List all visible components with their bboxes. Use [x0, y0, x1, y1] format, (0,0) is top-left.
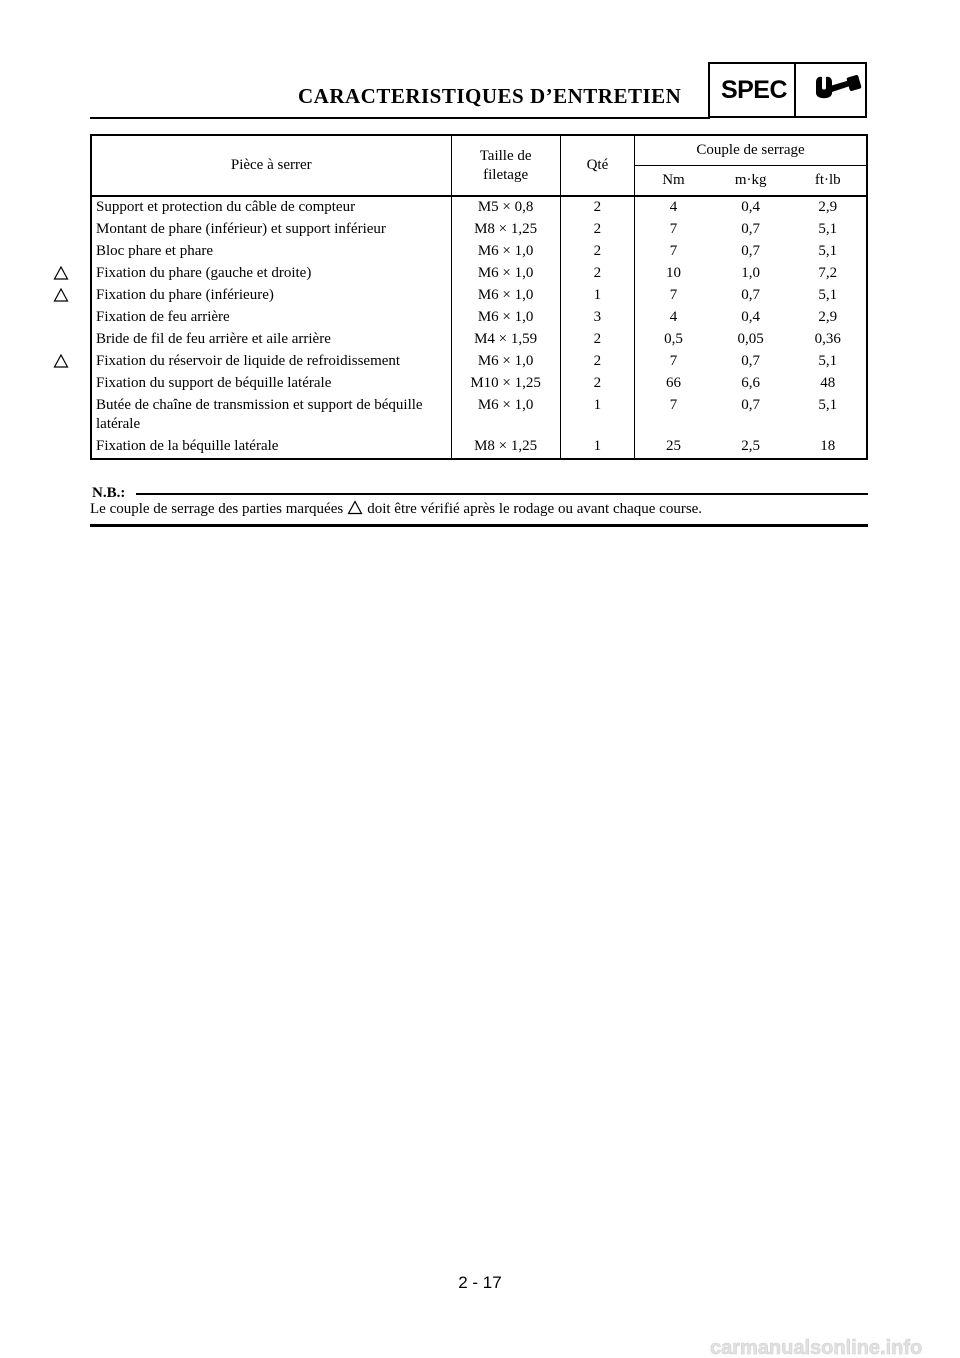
qty-cell: 2 [560, 329, 634, 351]
qty-cell: 1 [560, 395, 634, 436]
thread-size-cell: M4 × 1,59 [451, 329, 560, 351]
qty-cell: 2 [560, 263, 634, 285]
torque-mkg-cell: 0,7 [741, 221, 761, 237]
triangle-mark-icon [53, 353, 69, 369]
torque-mkg-cell: 2,5 [741, 438, 761, 454]
thread-size-cell: M10 × 1,25 [451, 373, 560, 395]
part-cell: Bloc phare et phare [91, 241, 451, 263]
part-cell: Fixation de feu arrière [91, 307, 451, 329]
header-ftlb: ft·lb [790, 166, 868, 197]
note-rule-top [136, 493, 868, 495]
header-qty: Qté [560, 135, 634, 196]
spec-divider [794, 64, 796, 116]
part-cell: Fixation du phare (gauche et droite) [91, 263, 451, 285]
thread-size-cell: M6 × 1,0 [451, 351, 560, 373]
torque-nm-cell: 4 [669, 309, 678, 325]
page-title: CARACTERISTIQUES D’ENTRETIEN [298, 84, 682, 108]
torque-nm-cell: 7 [669, 221, 678, 237]
qty-cell: 2 [560, 241, 634, 263]
header-mkg: m·kg [712, 166, 790, 197]
part-cell: Fixation de la béquille latérale [91, 436, 451, 459]
part-cell: Montant de phare (inférieur) et support inférieur [91, 219, 451, 241]
header-rule [90, 117, 710, 119]
thread-size-cell: M6 × 1,0 [451, 263, 560, 285]
header-nm: Nm [635, 166, 712, 197]
part-cell: Bride de fil de feu arrière et aile arrière [91, 329, 451, 351]
triangle-mark-icon [347, 500, 363, 515]
qty-cell: 1 [560, 285, 634, 307]
qty-cell: 1 [560, 436, 634, 459]
torque-ftlb-cell: 7,2 [818, 265, 838, 281]
torque-nm-cell: 10 [665, 265, 681, 281]
table-row [91, 436, 867, 459]
qty-cell: 3 [560, 307, 634, 329]
qty-cell: 2 [560, 351, 634, 373]
torque-ftlb-cell: 5,1 [818, 287, 838, 303]
header-torque: Couple de serrage [635, 135, 867, 166]
torque-mkg-cell: 0,4 [741, 199, 761, 215]
note-text-after: doit être vérifié après le rodage ou avant chaque course. [367, 501, 703, 517]
table-row [91, 285, 867, 307]
torque-ftlb-cell: 2,9 [818, 309, 838, 325]
thread-size-cell: M6 × 1,0 [451, 307, 560, 329]
torque-mkg-cell: 0,7 [741, 397, 761, 413]
part-cell: Fixation du phare (inférieure) [91, 285, 451, 307]
table-row [91, 196, 867, 219]
torque-mkg-cell: 6,6 [741, 375, 761, 391]
torque-ftlb-cell: 5,1 [818, 243, 838, 259]
header-size-line1: Taille de [479, 147, 532, 164]
qty-cell: 2 [560, 219, 634, 241]
qty-cell: 2 [560, 196, 634, 219]
torque-ftlb-cell: 5,1 [818, 221, 838, 237]
torque-nm-cell: 7 [669, 353, 678, 369]
note-text [90, 500, 702, 518]
header-part: Pièce à serrer [91, 135, 451, 196]
part-cell: Support et protection du câble de compteur [91, 196, 451, 219]
part-cell: Fixation du réservoir de liquide de refroidissement [91, 351, 451, 373]
torque-mkg-cell: 1,0 [741, 265, 761, 281]
torque-nm-cell: 7 [669, 397, 678, 413]
torque-table [90, 134, 868, 460]
torque-mkg-cell: 0,7 [741, 353, 761, 369]
torque-nm-cell: 7 [669, 287, 678, 303]
thread-size-cell: M5 × 0,8 [451, 196, 560, 219]
torque-mkg-cell: 0,7 [741, 287, 761, 303]
note-text-before: Le couple de serrage des parties marquées [90, 501, 344, 517]
torque-mkg-cell: 0,4 [741, 309, 761, 325]
table-row [91, 329, 867, 351]
torque-ftlb-cell: 5,1 [818, 397, 838, 413]
torque-nm-cell: 66 [665, 375, 681, 391]
thread-size-cell: M6 × 1,0 [451, 241, 560, 263]
triangle-mark-icon [53, 287, 69, 303]
torque-ftlb-cell: 48 [820, 375, 836, 391]
spec-label: SPEC [720, 76, 788, 104]
torque-mkg-cell: 0,7 [741, 243, 761, 259]
header-size-line2: filetage [483, 166, 529, 183]
qty-cell: 2 [560, 373, 634, 395]
torque-nm-cell: 0,5 [664, 331, 683, 347]
table-row [91, 241, 867, 263]
torque-ftlb-cell: 5,1 [818, 353, 838, 369]
part-cell: Butée de chaîne de transmission et support de béquille latérale [91, 395, 451, 436]
watermark-logo [710, 1336, 955, 1358]
torque-mkg-cell: 0,05 [737, 331, 764, 347]
wrench-icon [810, 74, 862, 108]
table-row [91, 373, 867, 395]
torque-ftlb-cell: 18 [820, 438, 836, 454]
part-cell: Fixation du support de béquille latérale [91, 373, 451, 395]
svg-text:carmanualsonline.info: carmanualsonline.info [710, 1337, 923, 1358]
page-number: 2 - 17 [458, 1273, 502, 1292]
header-thread-size [451, 135, 560, 196]
torque-nm-cell: 4 [669, 199, 678, 215]
thread-size-cell: M8 × 1,25 [451, 219, 560, 241]
torque-nm-cell: 25 [665, 438, 681, 454]
thread-size-cell: M6 × 1,0 [451, 395, 560, 436]
note-title: N.B.: [92, 485, 126, 501]
thread-size-cell: M8 × 1,25 [451, 436, 560, 459]
table-row [91, 307, 867, 329]
table-row [91, 219, 867, 241]
torque-ftlb-cell: 0,36 [814, 331, 841, 347]
table-row [91, 395, 867, 436]
thread-size-cell: M6 × 1,0 [451, 285, 560, 307]
torque-ftlb-cell: 2,9 [818, 199, 838, 215]
triangle-mark-icon [53, 265, 69, 281]
table-row [91, 263, 867, 285]
table-row [91, 351, 867, 373]
spec-badge [708, 62, 867, 118]
note-rule-bottom [90, 524, 868, 527]
torque-nm-cell: 7 [669, 243, 678, 259]
